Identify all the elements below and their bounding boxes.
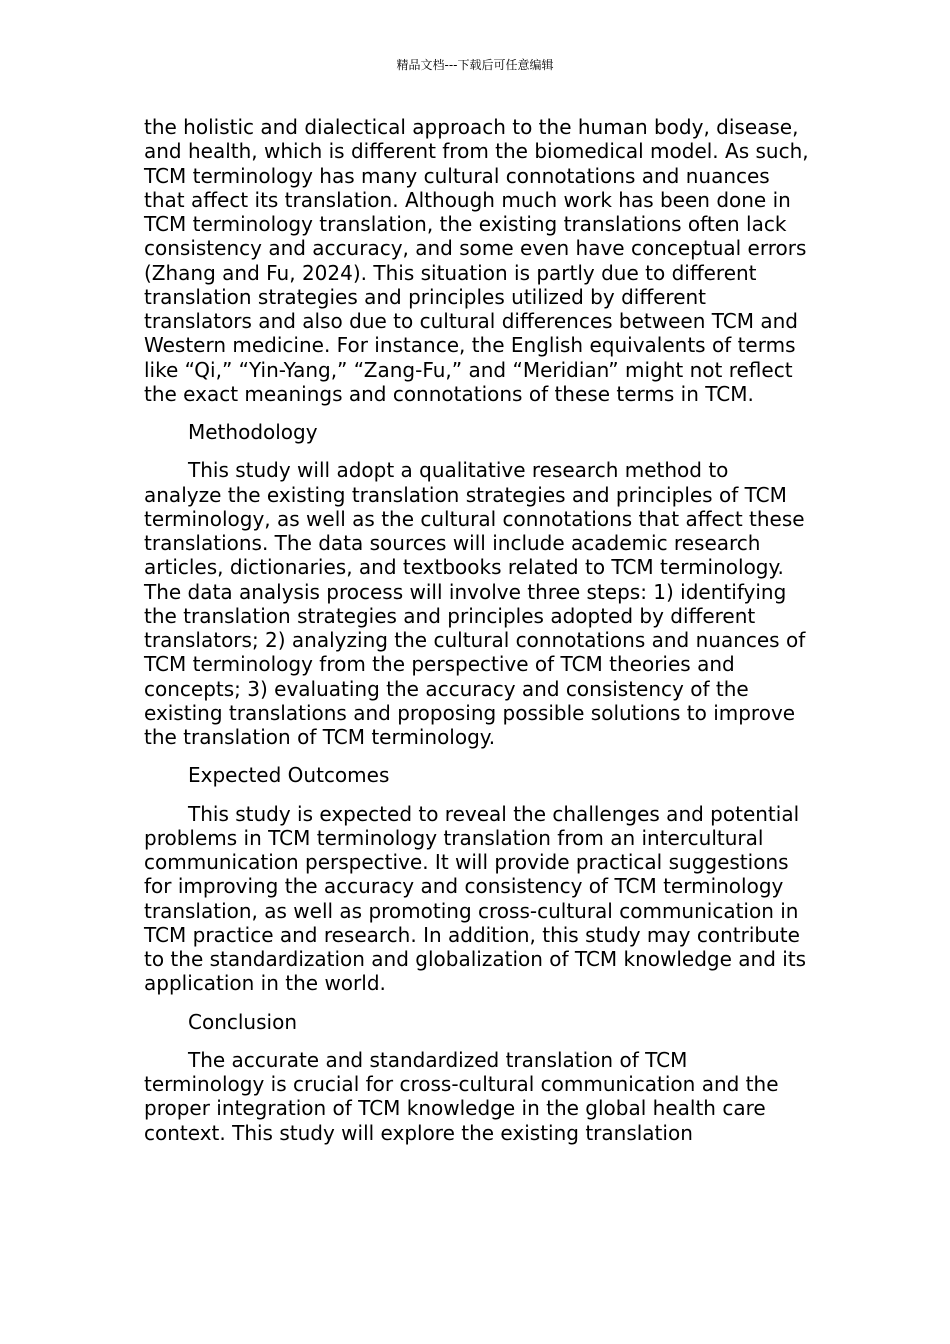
page-header: 精品文档---下载后可任意编辑 [396,58,554,72]
conclusion-paragraph: The accurate and standardized translation of TCM terminology is crucial for cross-cultural communication and the proper integration of TCM knowledge in the global health care context. This study will explore the existing translation [144,1047,779,1145]
document-body [144,115,809,1159]
methodology-paragraph: This study will adopt a qualitative research method to analyze the existing translation strategies and principles of TCM terminology, as well as the cultural connotations that affect these translations. The data sources will include academic research articles, dictionaries, and textbooks related to TCM terminology. The data analysis process will involve three steps: 1) identifying the translation strategies and principles adopted by different translators; 2) analyzing the cultural connotations and nuances of TCM terminology from the perspective of TCM theories and concepts; 3) evaluating the accuracy and consistency of the existing translations and proposing possible solutions to improve the translation of TCM terminology. [144,458,806,749]
expected-outcomes-paragraph: This study is expected to reveal the challenges and potential problems in TCM terminology translation from an intercultural communication perspective. It will provide practical suggestions for improving the accuracy and consistency of TCM terminology translation, as well as promoting cross-cultural communication in TCM practice and research. In addition, this study may contribute to the standardization and globalization of TCM knowledge and its application in the world. [144,801,807,996]
conclusion-heading: Conclusion [188,1009,297,1034]
methodology-heading: Methodology [188,420,318,444]
intro-paragraph: the holistic and dialectical approach to the human body, disease, and health, which is different from the biomedical model. As such, TCM terminology has many cultural connotations and nuances that affect its translation. Although much work has been done in TCM terminology translation, the existing translations often lack consistency and accuracy, and some even have conceptual errors (Zhang and Fu, 2024). This situation is partly due to different translation strategies and principles utilized by different translators and also due to cultural differences between TCM and Western medicine. For instance, the English equivalents of terms like “Qi,” “Yin-Yang,” “Zang-Fu,” and “Meridian” might not reflect the exact meanings and connotations of these terms in TCM. [144,115,809,406]
expected-outcomes-heading: Expected Outcomes [188,763,390,788]
